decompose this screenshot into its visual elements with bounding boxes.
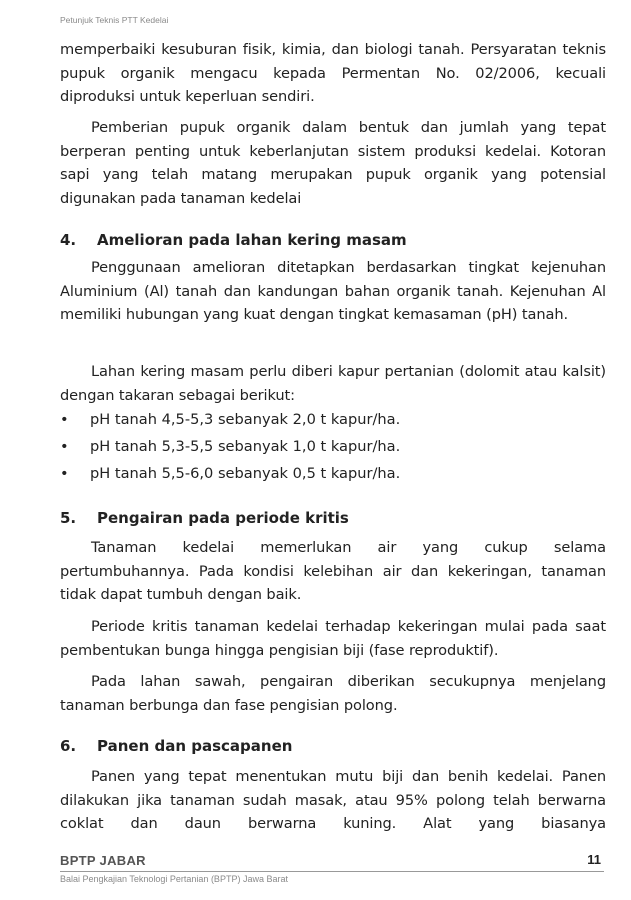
paragraph: Pemberian pupuk organik dalam bentuk dan jumlah yang tepat berperan penting untuk keberlanjutan sistem produksi kedelai. Kotoran sapi yang telah matang merupakan pupuk organik yang potensial digunakan pada tanaman kedelai xyxy=(60,119,606,207)
footer-subtitle: Balai Pengkajian Teknologi Pertanian (BPTP) Jawa Barat xyxy=(60,874,288,884)
footer-divider xyxy=(60,871,604,872)
paragraph: Periode kritis tanaman kedelai terhadap kekeringan mulai pada saat pembentukan bunga hingga pengisian biji (fase reproduktif). xyxy=(60,618,606,659)
list-item xyxy=(60,409,400,431)
paragraph: Tanaman kedelai memerlukan air yang cukup selama pertumbuhannya. Pada kondisi kelebihan air dan kekeringan, tanaman tidak dapat tumbuh dengan baik. xyxy=(60,539,606,604)
running-header: Petunjuk Teknis PTT Kedelai xyxy=(60,15,169,25)
section-title: Panen dan pascapanen xyxy=(97,737,293,755)
section-title: Amelioran pada lahan kering masam xyxy=(97,231,407,249)
section-number: 6. xyxy=(60,737,77,755)
bullet-icon: • xyxy=(60,438,69,455)
list-item-text: pH tanah 5,5-6,0 sebanyak 0,5 t kapur/ha. xyxy=(90,465,401,482)
bullet-icon: • xyxy=(60,411,69,428)
paragraph: memperbaiki kesuburan fisik, kimia, dan biologi tanah. Persyaratan teknis pupuk organik mengacu kepada Permentan No. 02/2006, kecuali diproduksi untuk keperluan sendiri. xyxy=(60,41,606,106)
list-item-text: pH tanah 5,3-5,5 sebanyak 1,0 t kapur/ha. xyxy=(90,438,401,455)
section-heading-6 xyxy=(60,735,292,757)
footer-title: BPTP JABAR xyxy=(60,853,146,868)
section-number: 4. xyxy=(60,231,77,249)
page-number: 11 xyxy=(587,852,601,867)
section-title: Pengairan pada periode kritis xyxy=(97,509,349,527)
paragraph: Lahan kering masam perlu diberi kapur pertanian (dolomit atau kalsit) dengan takaran sebagai berikut: xyxy=(60,363,606,404)
section-heading-4 xyxy=(60,229,407,251)
list-item-text: pH tanah 4,5-5,3 sebanyak 2,0 t kapur/ha. xyxy=(90,411,401,428)
bullet-icon: • xyxy=(60,465,69,482)
paragraph: Panen yang tepat menentukan mutu biji dan benih kedelai. Panen dilakukan jika tanaman sudah masak, atau 95% polong telah berwarna coklat dan daun berwarna kuning. Alat yang biasanya xyxy=(60,768,606,833)
section-heading-5 xyxy=(60,507,349,529)
section-number: 5. xyxy=(60,509,77,527)
list-item xyxy=(60,436,400,458)
paragraph: Penggunaan amelioran ditetapkan berdasarkan tingkat kejenuhan Aluminium (Al) tanah dan kandungan bahan organik tanah. Kejenuhan Al memiliki hubungan yang kuat dengan tingkat kemasaman (pH) tanah. xyxy=(60,259,606,324)
paragraph: Pada lahan sawah, pengairan diberikan secukupnya menjelang tanaman berbunga dan fase pengisian polong. xyxy=(60,673,606,714)
list-item xyxy=(60,463,400,485)
